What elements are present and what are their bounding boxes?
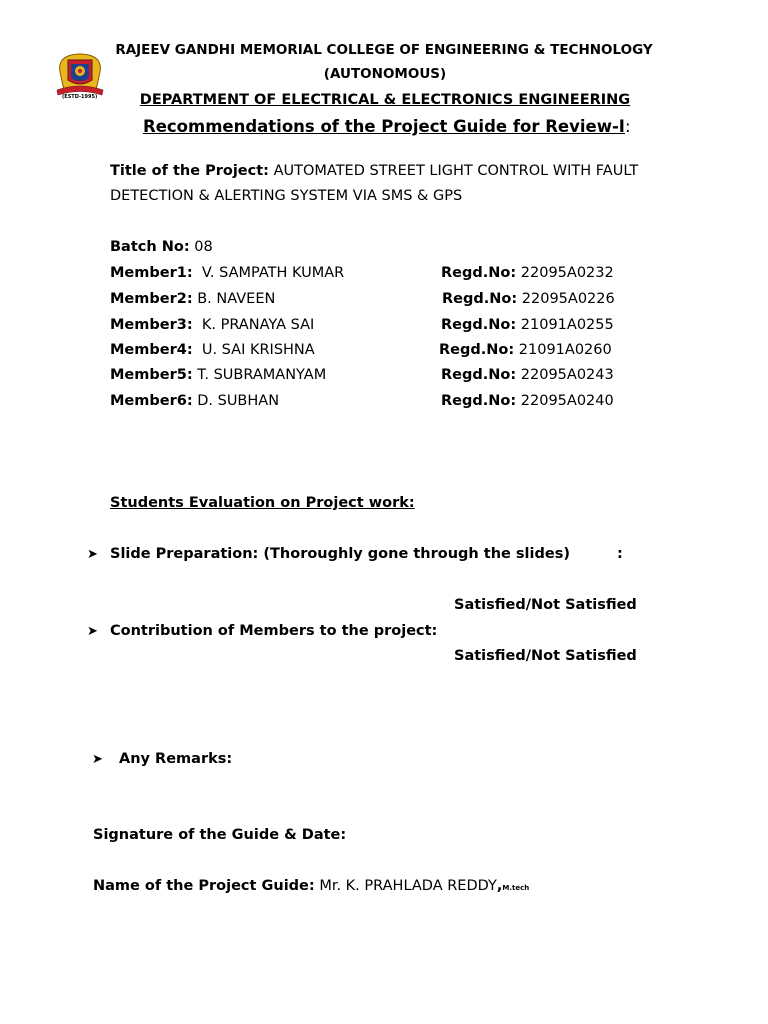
regd-label: Regd.No: — [439, 342, 515, 358]
slide-preparation-label: Slide Preparation: (Thoroughly gone through the slides) — [110, 546, 570, 562]
document-title-suffix: : — [624, 117, 631, 136]
evaluation-heading: Students Evaluation on Project work: — [110, 495, 415, 511]
member-regd — [442, 291, 615, 307]
project-guide-line — [93, 878, 529, 894]
regd-number: 21091A0260 — [518, 342, 612, 358]
regd-number: 22095A0240 — [520, 393, 614, 409]
regd-label: Regd.No: — [441, 265, 517, 281]
regd-number: 22095A0226 — [521, 291, 615, 307]
regd-label: Regd.No: — [441, 317, 517, 333]
guide-degree: M.tech — [502, 884, 530, 892]
member-row — [110, 342, 315, 358]
department-name: DEPARTMENT OF ELECTRICAL & ELECTRONICS ENGINEERING — [139, 92, 631, 108]
member-label: Member4: — [110, 342, 193, 358]
member-regd — [441, 393, 614, 409]
arrowhead-bullet-icon: ➤ — [92, 752, 103, 767]
member-row — [110, 265, 344, 281]
member-label: Member2: — [110, 291, 193, 307]
guide-comma: , — [496, 878, 503, 894]
member-row — [110, 393, 279, 409]
member-name: B. NAVEEN — [197, 291, 276, 307]
autonomous-label: (AUTONOMOUS) — [323, 66, 447, 82]
member-name: V. SAMPATH KUMAR — [201, 265, 345, 281]
regd-number: 21091A0255 — [520, 317, 614, 333]
arrowhead-bullet-icon: ➤ — [87, 547, 98, 562]
member-row — [110, 367, 326, 383]
member-label: Member1: — [110, 265, 193, 281]
member-label: Member3: — [110, 317, 193, 333]
member-name: K. PRANAYA SAI — [201, 317, 315, 333]
contribution-status: Satisfied/Not Satisfied — [454, 648, 637, 664]
project-title-value-line1: AUTOMATED STREET LIGHT CONTROL WITH FAULT — [273, 163, 639, 179]
guide-name: Mr. K. PRAHLADA REDDY — [319, 878, 497, 894]
regd-label: Regd.No: — [442, 291, 518, 307]
member-name: U. SAI KRISHNA — [201, 342, 315, 358]
contribution-label: Contribution of Members to the project: — [110, 623, 438, 639]
member-regd — [439, 342, 612, 358]
document-title-text: Recommendations of the Project Guide for Review-I — [143, 117, 625, 136]
regd-label: Regd.No: — [441, 393, 517, 409]
regd-number: 22095A0232 — [520, 265, 614, 281]
project-title-label: Title of the Project: — [110, 163, 269, 179]
member-regd — [441, 367, 614, 383]
member-name: D. SUBHAN — [197, 393, 280, 409]
college-name: RAJEEV GANDHI MEMORIAL COLLEGE OF ENGINEERING & TECHNOLOGY — [115, 42, 653, 58]
slide-preparation-colon: : — [617, 546, 623, 562]
regd-label: Regd.No: — [441, 367, 517, 383]
project-title-value-line2: DETECTION & ALERTING SYSTEM VIA SMS & GPS — [110, 188, 463, 204]
member-label: Member6: — [110, 393, 193, 409]
document-title — [143, 117, 631, 136]
logo-established-text: (ESTD-1995) — [62, 94, 98, 100]
member-row — [110, 317, 314, 333]
regd-number: 22095A0243 — [520, 367, 614, 383]
signature-label: Signature of the Guide & Date: — [93, 827, 347, 843]
batch-value: 08 — [194, 239, 213, 255]
arrowhead-bullet-icon: ➤ — [87, 624, 98, 639]
remarks-label: Any Remarks: — [119, 751, 233, 767]
member-name: T. SUBRAMANYAM — [197, 367, 327, 383]
batch-label: Batch No: — [110, 239, 190, 255]
member-regd — [441, 317, 614, 333]
slide-preparation-status: Satisfied/Not Satisfied — [454, 597, 637, 613]
project-title-line1 — [110, 163, 638, 179]
batch-number — [110, 239, 213, 255]
member-row — [110, 291, 275, 307]
member-label: Member5: — [110, 367, 193, 383]
guide-label: Name of the Project Guide: — [93, 878, 315, 894]
member-regd — [441, 265, 614, 281]
